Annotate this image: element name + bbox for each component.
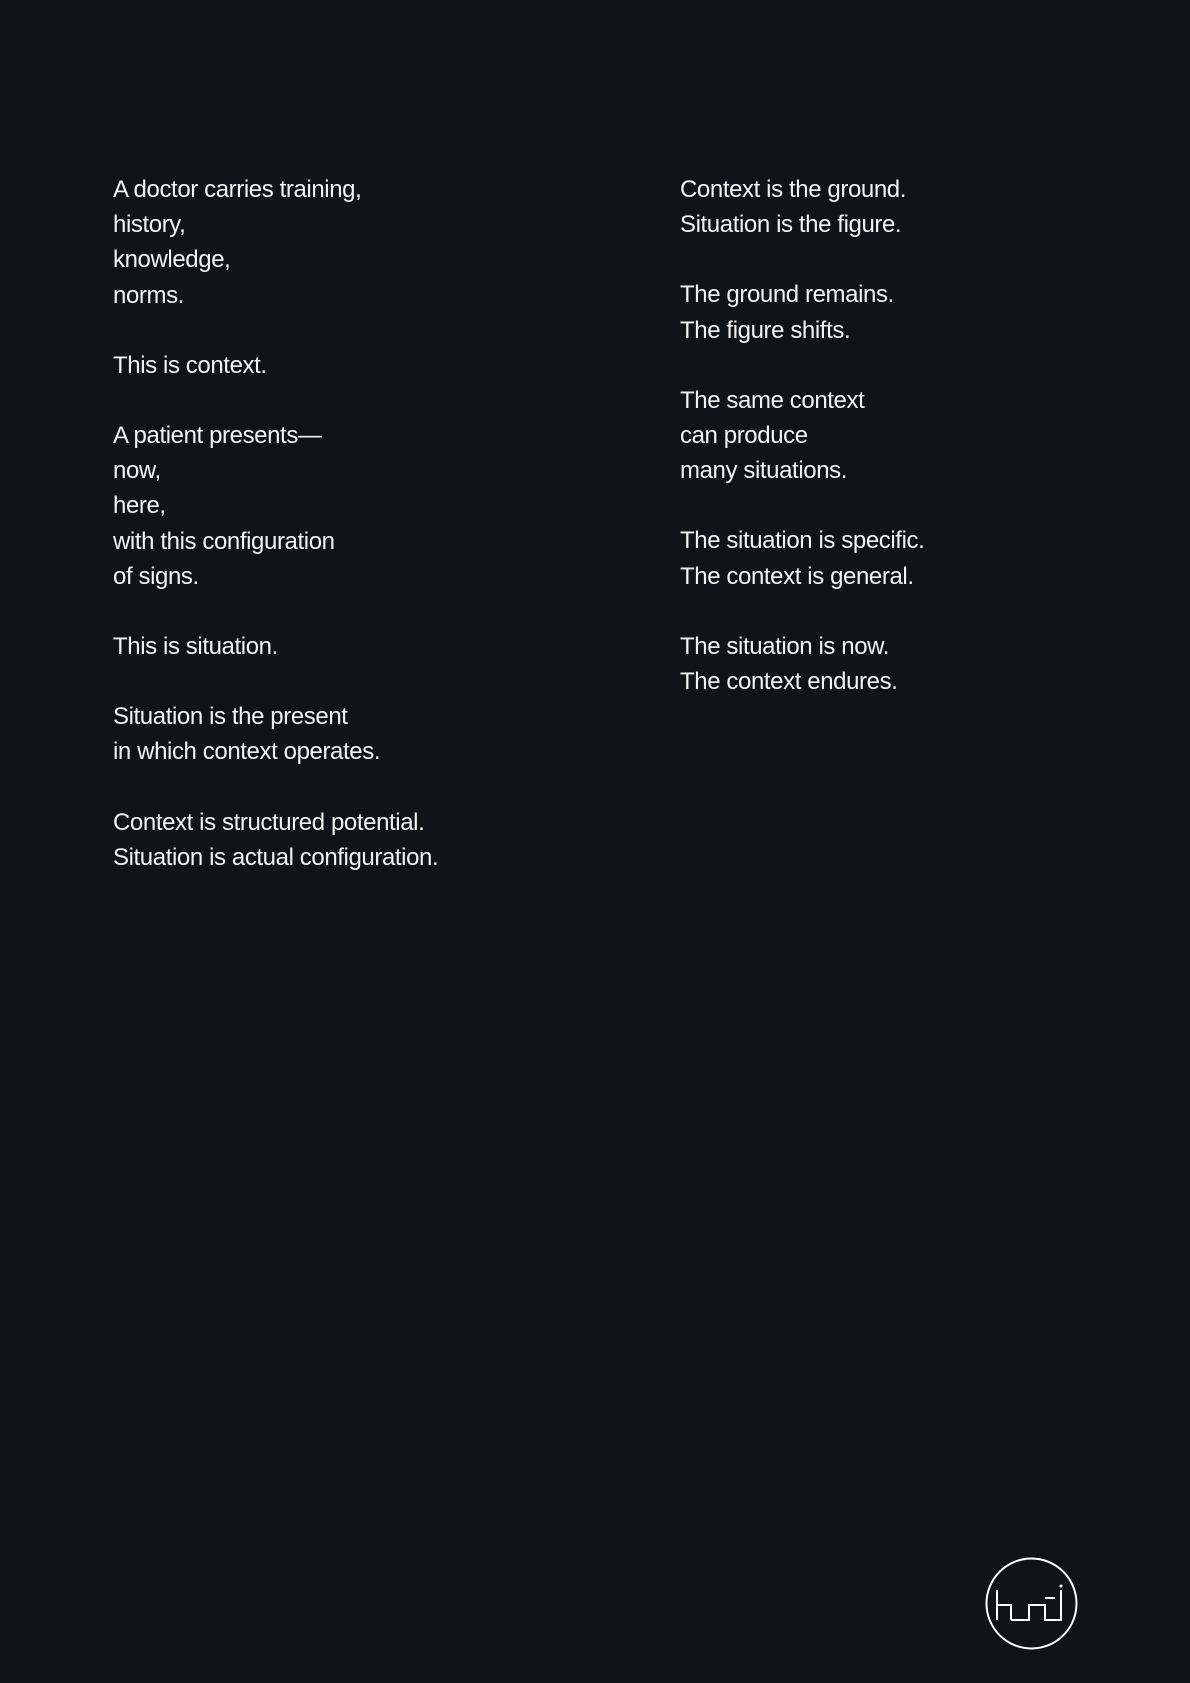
left-column [113, 172, 593, 910]
stanza [680, 172, 1160, 242]
stanza [680, 383, 1160, 489]
text-line: norms. [113, 281, 184, 309]
text-line: The situation is specific. [680, 527, 925, 555]
text-line: of signs. [113, 562, 199, 590]
text-line: Situation is the figure. [680, 211, 902, 239]
text-line: The context is general. [680, 562, 914, 590]
text-line: in which context operates. [113, 738, 381, 766]
circle-monogram-logo [985, 1557, 1078, 1650]
stanza [113, 699, 593, 769]
stanza [113, 629, 593, 664]
text-line: A patient presents— [113, 422, 322, 450]
text-line: The context endures. [680, 668, 898, 696]
stanza [680, 277, 1160, 347]
text-line: history, [113, 211, 186, 239]
stanza [113, 805, 593, 875]
text-line: The figure shifts. [680, 316, 851, 344]
text-line: The situation is now. [680, 632, 890, 660]
right-column [680, 172, 1160, 734]
text-line: Situation is the present [113, 703, 348, 731]
text-line: can produce [680, 422, 808, 450]
text-line: The ground remains. [680, 281, 894, 309]
stanza [113, 172, 593, 313]
text-line: with this configuration [113, 527, 335, 555]
text-line: This is situation. [113, 633, 278, 661]
text-line: many situations. [680, 457, 848, 485]
text-line: This is context. [113, 351, 267, 379]
text-line: Situation is actual configuration. [113, 843, 439, 871]
text-line: knowledge, [113, 246, 231, 274]
text-line: Context is the ground. [680, 176, 907, 203]
logo-icon [985, 1557, 1078, 1650]
stanza [113, 348, 593, 383]
stanza [680, 629, 1160, 699]
text-line: here, [113, 492, 166, 520]
stanza [113, 418, 593, 594]
text-line: A doctor carries training, [113, 176, 362, 203]
stanza [680, 523, 1160, 593]
text-line: now, [113, 457, 161, 485]
text-line: The same context [680, 386, 865, 414]
text-line: Context is structured potential. [113, 808, 425, 836]
